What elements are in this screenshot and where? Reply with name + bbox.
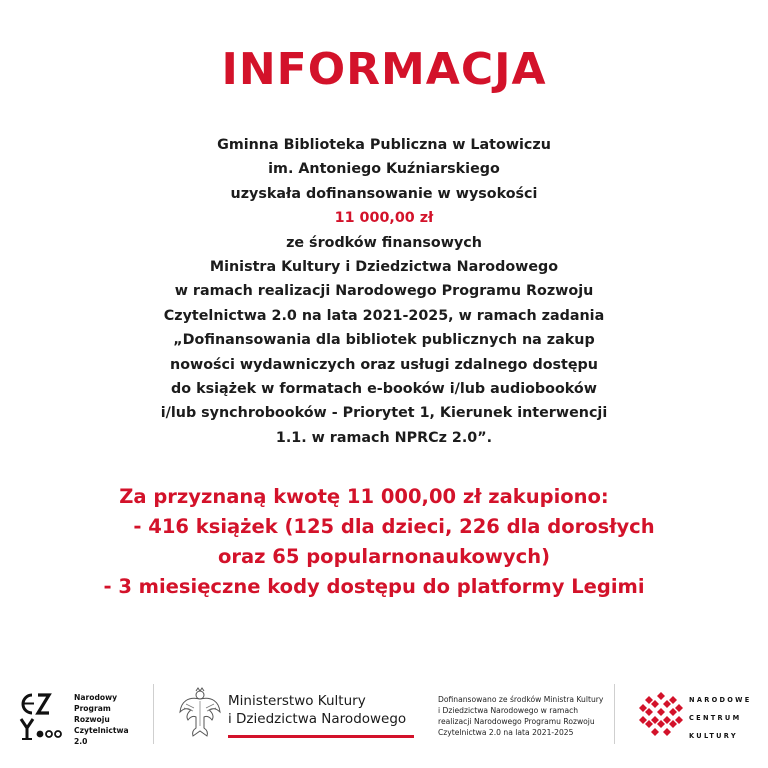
footer-divider <box>153 684 154 744</box>
summary-line: - 416 książek (125 dla dzieci, 226 dla dorosłych <box>133 515 655 538</box>
summary-line: oraz 65 popularnonaukowych) <box>217 545 550 568</box>
body-line: i/lub synchrobooków - Priorytet 1, Kierunek interwencji <box>160 405 608 422</box>
footer-logos <box>0 676 768 756</box>
body-line: Gminna Biblioteka Publiczna w Latowiczu <box>217 137 551 153</box>
summary-line: Za przyznaną kwotę 11 000,00 zł zakupiono: <box>119 485 609 508</box>
purchase-summary <box>40 482 728 602</box>
npc-logo-text: Narodowy Program Rozwoju Czytelnictwa 2.0 <box>74 693 129 746</box>
body-line: 1.1. w ramach NPRCz 2.0”. <box>275 429 493 446</box>
nck-logo-icon <box>638 690 684 736</box>
body-line: Ministra Kultury i Dziedzictwa Narodowego <box>209 259 559 276</box>
body-line: w ramach realizacji Narodowego Programu Rozwoju <box>174 283 594 300</box>
page-title: INFORMACJA <box>221 44 547 95</box>
nck-logo-text: NARODOWE CENTRUM KULTURY <box>689 696 752 740</box>
funding-note: Dofinansowano ze środków Ministra Kultury i Dziedzictwa Narodowego w ramach realizacji Narodowego Programu Rozwoju Czytelnictwa 2.0 na lata 2021-2025 <box>438 695 604 737</box>
npc-logo-icon <box>18 690 70 742</box>
announcement-body <box>60 133 708 450</box>
body-line: do książek w formatach e-booków i/lub audiobooków <box>171 381 597 398</box>
summary-line: - 3 miesięczne kody dostępu do platformy Legimi <box>103 575 645 598</box>
footer-divider <box>614 684 615 744</box>
body-line: ze środków finansowych <box>286 234 482 251</box>
body-line: im. Antoniego Kuźniarskiego <box>268 161 500 178</box>
eagle-emblem-icon <box>178 686 222 738</box>
ministry-name: Ministerstwo Kultury i Dziedzictwa Narodowego <box>228 693 407 727</box>
ministry-accent-bar <box>228 735 414 738</box>
funding-amount: 11 000,00 zł <box>334 210 434 227</box>
body-line: nowości wydawniczych oraz usługi zdalnego dostępu <box>170 356 598 373</box>
body-line: „Dofinansowania dla bibliotek publicznych na zakup <box>173 332 595 349</box>
body-line: uzyskała dofinansowanie w wysokości <box>230 185 538 202</box>
body-line: Czytelnictwa 2.0 na lata 2021-2025, w ramach zadania <box>163 307 605 324</box>
